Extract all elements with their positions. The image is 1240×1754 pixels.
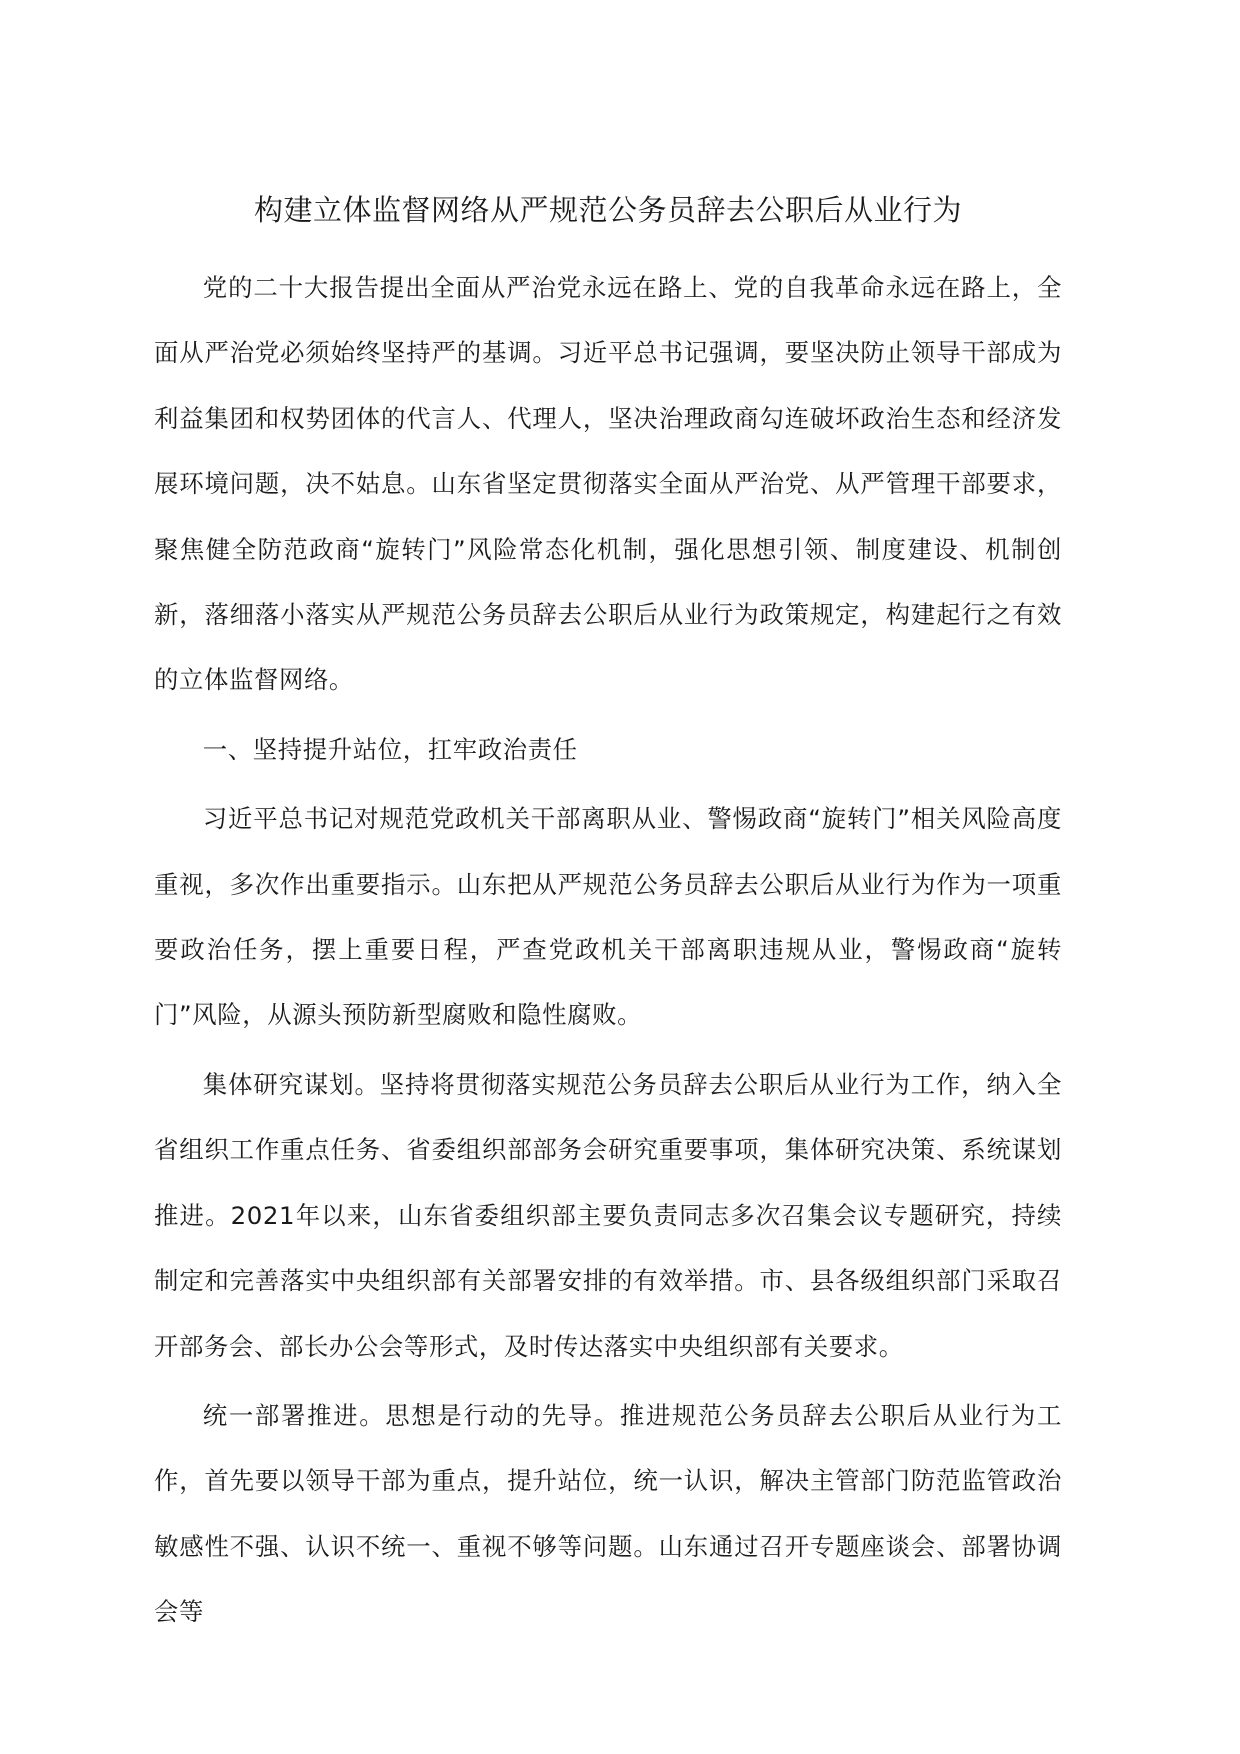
paragraph-intro: 党的二十大报告提出全面从严治党永远在路上、党的自我革命永远在路上，全面从严治党必须始终坚持严的基调。习近平总书记强调，要坚决防止领导干部成为利益集团和权势团体的代言人、代理人，坚决治理政商勾连破坏政治生态和经济发展环境问题，决不姑息。山东省坚定贯彻落实全面从严治党、从严管理干部要求，聚焦健全防范政商“旋转门”风险常态化机制，强化思想引领、制度建设、机制创新，落细落小落实从严规范公务员辞去公职后从业行为政策规定，构建起行之有效的立体监督网络。 (154, 273, 1062, 695)
document-title: 构建立体监督网络从严规范公务员辞去公职后从业行为 (253, 193, 962, 227)
document-body (154, 255, 1062, 1649)
paragraph-collective-research: 集体研究谋划。坚持将贯彻落实规范公务员辞去公职后从业行为工作，纳入全省组织工作重点任务、省委组织部部务会研究重要事项，集体研究决策、系统谋划推进。2021年以来，山东省委组织部主要负责同志多次召集会议专题研究，持续制定和完善落实中央组织部有关部署安排的有效举措。市、县各级组织部门采取召开部务会、部长办公会等形式，及时传达落实中央组织部有关要求。 (154, 1069, 1062, 1361)
paragraph-section-1-intro: 习近平总书记对规范党政机关干部离职从业、警惕政商“旋转门”相关风险高度重视，多次作出重要指示。山东把从严规范公务员辞去公职后从业行为作为一项重要政治任务，摆上重要日程，严查党政机关干部离职违规从业，警惕政商“旋转门”风险，从源头预防新型腐败和隐性腐败。 (154, 804, 1062, 1030)
section-heading-1: 一、坚持提升站位，扛牢政治责任 (202, 734, 578, 764)
paragraph-unified-deployment: 统一部署推进。思想是行动的先导。推进规范公务员辞去公职后从业行为工作，首先要以领导干部为重点，提升站位，统一认识，解决主管部门防范监管政治敏感性不强、认识不统一、重视不够等问题。山东通过召开专题座谈会、部署协调会等 (154, 1400, 1062, 1627)
